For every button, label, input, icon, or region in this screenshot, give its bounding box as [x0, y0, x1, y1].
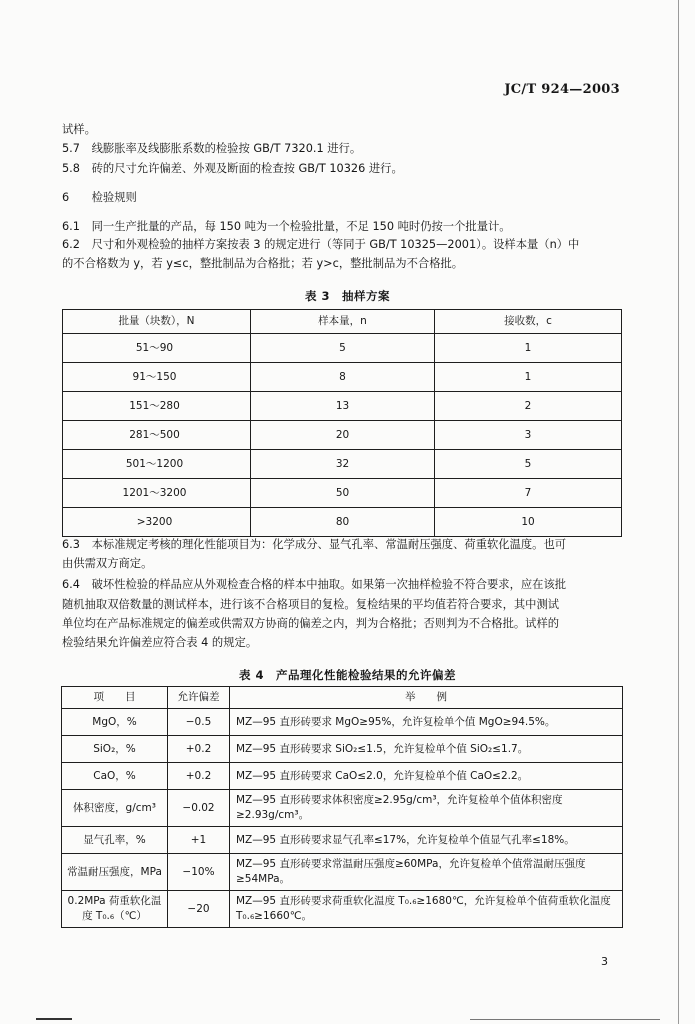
property-item-cell: 0.2MPa 荷重软化温度 T₀.₆（℃）: [62, 891, 168, 928]
example-cell: MZ—95 直形砖要求 MgO≥95%，允许复检单个值 MgO≥94.5%。: [230, 709, 623, 736]
property-item-cell: CaO，%: [62, 763, 168, 790]
property-item-cell: MgO，%: [62, 709, 168, 736]
clause-text: 的不合格数为 y，若 y≤c，整批制品为合格批；若 y>c，整批制品为不合格批。: [62, 257, 464, 270]
acceptance-number-cell: 1: [435, 334, 622, 363]
clause-text: 随机抽取双倍数量的测试样本，进行该不合格项目的复检。复检结果的平均值若符合要求，其中测试: [62, 598, 560, 611]
lot-size-cell: 1201～3200: [63, 479, 251, 508]
acceptance-number-cell: 2: [435, 392, 622, 421]
lot-size-cell: >3200: [63, 508, 251, 537]
table-row: [63, 334, 622, 363]
section-6-heading: [62, 191, 622, 205]
paragraph-line: [62, 123, 622, 137]
scan-mark: [36, 1018, 72, 1020]
sample-size-cell: 13: [251, 392, 435, 421]
table-row: [63, 450, 622, 479]
clause-text: 单位均在产品标准规定的偏差或供需双方协商的偏差之内，判为合格批；否则判为不合格批。试样的: [62, 617, 560, 630]
tolerance-cell: +0.2: [168, 763, 230, 790]
acceptance-number-cell: 7: [435, 479, 622, 508]
sample-size-cell: 32: [251, 450, 435, 479]
clause-number: 6.4: [62, 578, 80, 591]
acceptance-number-cell: 5: [435, 450, 622, 479]
column-header: 接收数，c: [435, 310, 622, 334]
sample-size-cell: 5: [251, 334, 435, 363]
example-cell: MZ—95 直形砖要求 CaO≤2.0，允许复检单个值 CaO≤2.2。: [230, 763, 623, 790]
clause-text: 砖的尺寸允许偏差、外观及断面的检查按 GB/T 10326 进行。: [91, 162, 403, 175]
column-header: 允许偏差: [168, 687, 230, 709]
paragraph-line: [62, 598, 622, 612]
lot-size-cell: 91～150: [63, 363, 251, 392]
lot-size-cell: 281～500: [63, 421, 251, 450]
acceptance-number-cell: 1: [435, 363, 622, 392]
table-row: [63, 479, 622, 508]
table-row: [62, 709, 623, 736]
acceptance-number-cell: 10: [435, 508, 622, 537]
tolerance-cell: −0.5: [168, 709, 230, 736]
tolerance-cell: +0.2: [168, 736, 230, 763]
property-item-cell: 常温耐压强度，MPa: [62, 854, 168, 891]
clause-text: 同一生产批量的产品，每 150 吨为一个检验批量，不足 150 吨时仍按一个批量计。: [91, 220, 511, 233]
table-row: [63, 363, 622, 392]
section-number: 6: [62, 191, 70, 204]
table-row: [62, 790, 623, 827]
table-4-caption: 表 4 产品理化性能检验结果的允许偏差: [238, 668, 456, 682]
example-cell: MZ—95 直形砖要求 SiO₂≤1.5，允许复检单个值 SiO₂≤1.7。: [230, 736, 623, 763]
clause-text: 尺寸和外观检验的抽样方案按表 3 的规定进行（等同于 GB/T 10325—2001）。设样本量（n）中: [91, 238, 580, 251]
column-header: 项 目: [62, 687, 168, 709]
clause-text: 破坏性检验的样品应从外观检查合格的样本中抽取。如果第一次抽样检验不符合要求，应在该批: [91, 578, 567, 591]
paragraph-line: [62, 617, 622, 631]
example-cell: MZ—95 直形砖要求荷重软化温度 T₀.₆≥1680℃，允许复检单个值荷重软化温度 T₀.₆≥1660℃。: [230, 891, 623, 928]
clause-6-3: [62, 538, 622, 552]
column-header: 批量（块数），N: [63, 310, 251, 334]
lot-size-cell: 51～90: [63, 334, 251, 363]
clause-number: 5.8: [62, 162, 80, 175]
clause-text: 本标准规定考核的理化性能项目为：化学成分、显气孔率、常温耐压强度、荷重软化温度。也可: [91, 538, 567, 551]
tolerance-cell: −0.02: [168, 790, 230, 827]
table-row: [62, 763, 623, 790]
clause-number: 5.7: [62, 142, 80, 155]
clause-text: 由供需双方商定。: [62, 557, 153, 570]
clause-text: 检验结果允许偏差应符合表 4 的规定。: [62, 636, 258, 649]
clause-text: 试样。: [62, 123, 96, 136]
clause-number: 6.2: [62, 238, 80, 251]
acceptance-number-cell: 3: [435, 421, 622, 450]
scan-edge-line: [678, 0, 679, 1024]
table-row: [63, 421, 622, 450]
clause-6-1: [62, 220, 622, 234]
table-row: [63, 392, 622, 421]
example-cell: MZ—95 直形砖要求体积密度≥2.95g/cm³，允许复检单个值体积密度≥2.93g/cm³。: [230, 790, 623, 827]
paragraph-line: [62, 557, 622, 571]
example-cell: MZ—95 直形砖要求显气孔率≤17%，允许复检单个值显气孔率≤18%。: [230, 827, 623, 854]
table-row: [62, 736, 623, 763]
clause-6-4: [62, 578, 622, 592]
table-row: [62, 891, 623, 928]
page-number: 3: [601, 955, 608, 968]
sample-size-cell: 20: [251, 421, 435, 450]
clause-5-7: [62, 142, 622, 156]
table-header-row: [62, 687, 623, 709]
table-header-row: [63, 310, 622, 334]
clause-number: 6.1: [62, 220, 80, 233]
sample-size-cell: 80: [251, 508, 435, 537]
scan-mark: [470, 1019, 660, 1020]
clause-number: 6.3: [62, 538, 80, 551]
example-cell: MZ—95 直形砖要求常温耐压强度≥60MPa，允许复检单个值常温耐压强度≥54MPa。: [230, 854, 623, 891]
paragraph-line: [62, 636, 622, 650]
tolerance-cell: −10%: [168, 854, 230, 891]
column-header: 举 例: [230, 687, 623, 709]
tolerance-cell: −20: [168, 891, 230, 928]
allowable-deviation-table: [61, 686, 623, 928]
lot-size-cell: 151～280: [63, 392, 251, 421]
table-row: [62, 854, 623, 891]
paragraph-line: [62, 257, 622, 271]
property-item-cell: 体积密度，g/cm³: [62, 790, 168, 827]
tolerance-cell: +1: [168, 827, 230, 854]
column-header: 样本量，n: [251, 310, 435, 334]
sampling-plan-table: [62, 309, 622, 537]
sample-size-cell: 50: [251, 479, 435, 508]
clause-6-2: [62, 238, 622, 252]
table-3-caption: 表 3 抽样方案: [304, 289, 390, 303]
table-row: [62, 827, 623, 854]
document-code-header: JC/T 924—2003: [504, 82, 620, 97]
clause-text: 线膨胀率及线膨胀系数的检验按 GB/T 7320.1 进行。: [91, 142, 362, 155]
lot-size-cell: 501～1200: [63, 450, 251, 479]
table-row: [63, 508, 622, 537]
property-item-cell: SiO₂，%: [62, 736, 168, 763]
sample-size-cell: 8: [251, 363, 435, 392]
section-title: 检验规则: [91, 191, 137, 204]
property-item-cell: 显气孔率，%: [62, 827, 168, 854]
clause-5-8: [62, 162, 622, 176]
